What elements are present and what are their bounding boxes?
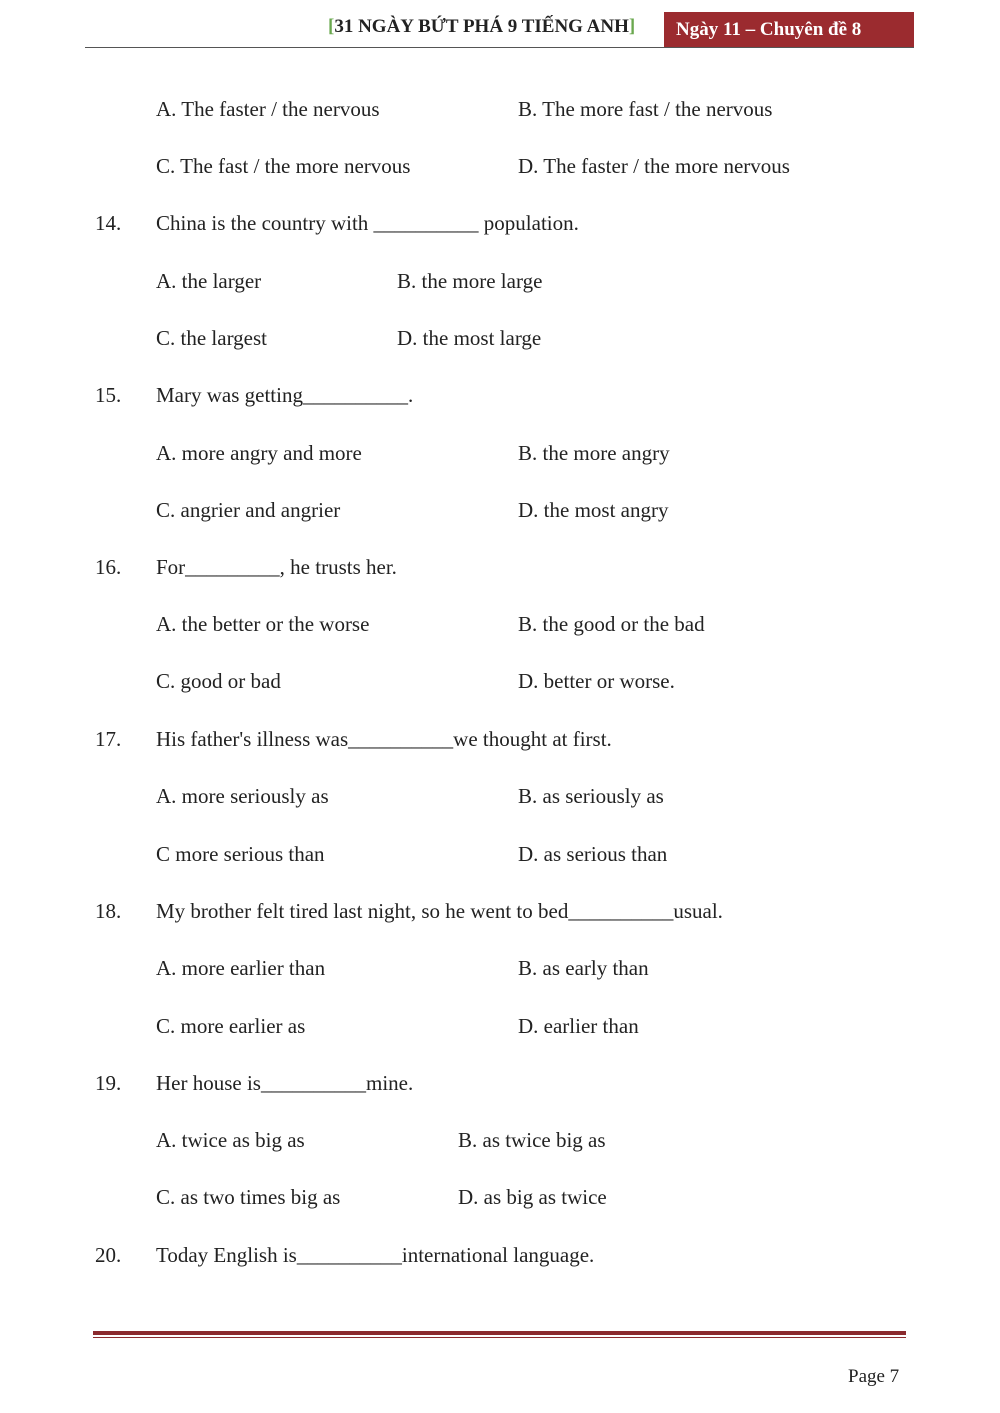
q19-option-b: B. as twice big as xyxy=(458,1128,606,1152)
q14-text: China is the country with __________ population. xyxy=(156,211,579,235)
q16-number: 16. xyxy=(95,555,122,579)
q17-option-d: D. as serious than xyxy=(518,842,668,866)
footer-divider xyxy=(93,1331,906,1335)
q18-option-c: C. more earlier as xyxy=(156,1014,306,1038)
header-title-text: 31 NGÀY BỨT PHÁ 9 TIẾNG ANH xyxy=(334,16,629,37)
q16-option-c: C. good or bad xyxy=(156,669,281,693)
q18-option-d: D. earlier than xyxy=(518,1014,639,1038)
q15-option-d: D. the most angry xyxy=(518,498,669,522)
q13-option-b: B. The more fast / the nervous xyxy=(518,97,773,121)
q19-text: Her house is__________mine. xyxy=(156,1071,414,1095)
footer-divider-thin xyxy=(93,1337,906,1338)
q14-option-c: C. the largest xyxy=(156,326,268,350)
q13-option-d: D. The faster / the more nervous xyxy=(518,154,790,178)
q16-option-a: A. the better or the worse xyxy=(156,612,370,636)
q15-text: Mary was getting__________. xyxy=(156,383,414,407)
q18-option-a: A. more earlier than xyxy=(156,956,326,980)
q19-option-a: A. twice as big as xyxy=(156,1128,305,1152)
q18-text: My brother felt tired last night, so he went to bed__________usual. xyxy=(156,899,723,923)
header-bracket-close: ] xyxy=(628,16,636,37)
q13-option-c: C. The fast / the more nervous xyxy=(156,154,411,178)
q16-option-d: D. better or worse. xyxy=(518,669,675,693)
page-number: Page 7 xyxy=(848,1366,900,1387)
page-header xyxy=(0,0,1000,50)
q15-option-c: C. angrier and angrier xyxy=(156,498,341,522)
header-title xyxy=(328,16,635,38)
q14-option-b: B. the more large xyxy=(397,269,543,293)
q14-number: 14. xyxy=(95,211,122,235)
q19-number: 19. xyxy=(95,1071,122,1095)
q15-option-b: B. the more angry xyxy=(518,441,670,465)
q17-option-b: B. as seriously as xyxy=(518,784,664,808)
q17-option-c: C more serious than xyxy=(156,842,325,866)
q17-option-a: A. more seriously as xyxy=(156,784,329,808)
header-bracket-open: [ xyxy=(328,16,335,37)
q19-option-c: C. as two times big as xyxy=(156,1185,341,1209)
header-day-badge: Ngày 11 – Chuyên đề 8 xyxy=(664,12,914,48)
header-divider xyxy=(85,47,914,48)
q17-text: His father's illness was__________we thought at first. xyxy=(156,727,612,751)
q19-option-d: D. as big as twice xyxy=(458,1185,607,1209)
q20-text: Today English is__________international language. xyxy=(156,1243,595,1267)
q15-option-a: A. more angry and more xyxy=(156,441,362,465)
q16-text: For_________, he trusts her. xyxy=(156,555,397,579)
q14-option-d: D. the most large xyxy=(397,326,542,350)
q17-number: 17. xyxy=(95,727,122,751)
q18-option-b: B. as early than xyxy=(518,956,649,980)
q20-number: 20. xyxy=(95,1243,122,1267)
q16-option-b: B. the good or the bad xyxy=(518,612,705,636)
q15-number: 15. xyxy=(95,383,122,407)
q13-option-a: A. The faster / the nervous xyxy=(156,97,380,121)
q18-number: 18. xyxy=(95,899,122,923)
q14-option-a: A. the larger xyxy=(156,269,262,293)
